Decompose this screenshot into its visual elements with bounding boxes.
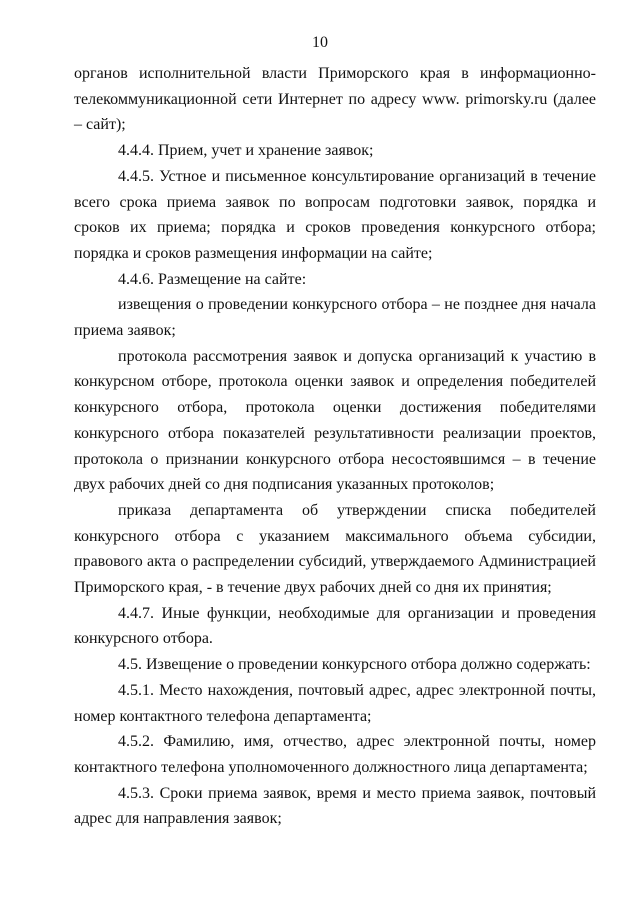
page-number: 10 bbox=[312, 34, 328, 51]
paragraph-4-4-6: 4.4.6. Размещение на сайте: bbox=[118, 270, 307, 288]
paragraph-4-5: 4.5. Извещение о проведении конкурсного отбора должно содержать: bbox=[118, 656, 591, 674]
document-body bbox=[74, 61, 596, 832]
paragraph-4-4-4: 4.4.4. Прием, учет и хранение заявок; bbox=[118, 142, 374, 160]
paragraph-4-5-1: 4.5.1. Место нахождения, почтовый адрес, адрес электронной почты, номер контактного телефона департамента; bbox=[74, 681, 596, 725]
paragraph-4-4-5: 4.4.5. Устное и письменное консультирование организаций в течение всего срока приема заявок по вопросам подготовки заявок, порядка и сроков их приема; порядка и сроков проведения конкурсного отбора; порядка и сроков размещения информации на сайте; bbox=[74, 167, 596, 262]
paragraph-protocols-item: протокола рассмотрения заявок и допуска организаций к участию в конкурсном отборе, протокола оценки заявок и определения победителей конкурсного отбора, протокола оценки достижения победителями конкурсного отбора показателей результативности реализации проектов, протокола о признании конкурсного отбора несостоявшимся – в течение двух рабочих дней со дня подписания указанных протоколов; bbox=[74, 347, 596, 494]
paragraph-order-item: приказа департамента об утверждении списка победителей конкурсного отбора с указанием максимального объема субсидии, правового акта о распределении субсидий, утверждаемого Администрацией Приморского края, - в течение двух рабочих дней со дня их принятия; bbox=[74, 501, 596, 597]
paragraph-4-5-3: 4.5.3. Сроки приема заявок, время и место приема заявок, почтовый адрес для направления заявок; bbox=[74, 784, 596, 828]
paragraph-4-5-2: 4.5.2. Фамилию, имя, отчество, адрес электронной почты, номер контактного телефона уполномоченного должностного лица департамента; bbox=[74, 733, 596, 776]
paragraph-continuation: органов исполнительной власти Приморского края в информационно-телекоммуникационной сети Интернет по адресу www. primorsky.ru (далее – сайт); bbox=[74, 65, 596, 134]
paragraph-notice-item: извещения о проведении конкурсного отбора – не позднее дня начала приема заявок; bbox=[74, 296, 596, 340]
paragraph-4-4-7: 4.4.7. Иные функции, необходимые для организации и проведения конкурсного отбора. bbox=[74, 604, 596, 648]
